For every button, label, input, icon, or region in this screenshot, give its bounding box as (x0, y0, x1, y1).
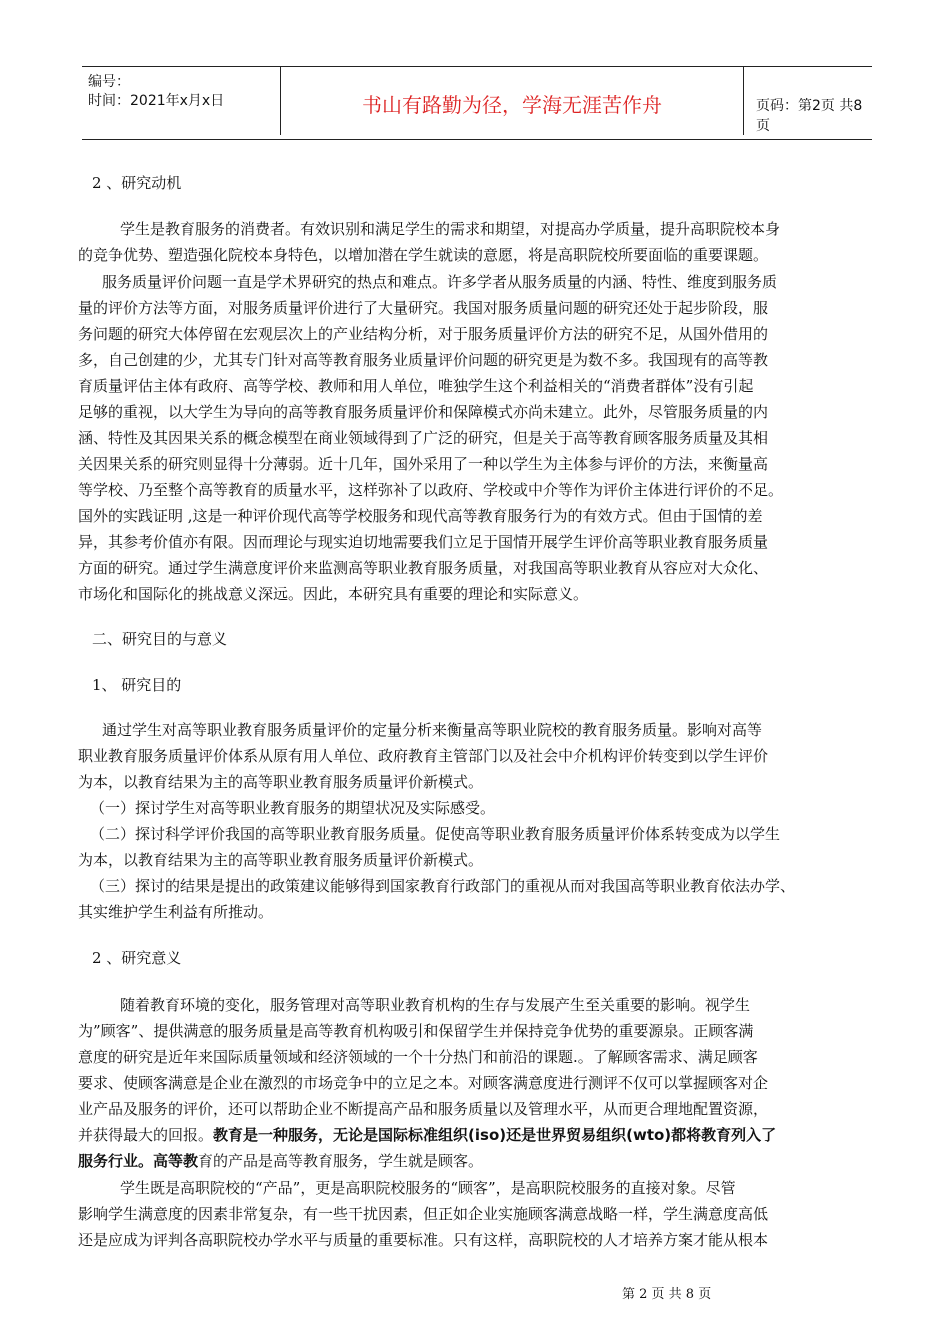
para2-line: 异，其参考价值亦有限。因而理论与现实迫切地需要我们立足于国情开展学生评价高等职业教育服务质量 (78, 533, 769, 551)
para4-plain-text: 并获得最大的回报。 (78, 1126, 214, 1144)
para2-line: 足够的重视，以大学生为导向的高等教育服务质量评价和保障模式亦尚未建立。此外，尽管服务质量的内 (78, 403, 769, 421)
para5-line: 学生既是高职院校的“产品”，更是高职院校服务的“顾客”，是高职院校服务的直接对象。尽管 (120, 1179, 736, 1197)
para4-line-mixed (78, 1150, 483, 1171)
subsection-heading-significance: 2 、研究意义 (92, 949, 182, 967)
para1-line: 学生是教育服务的消费者。有效识别和满足学生的需求和期望，对提高办学质量，提升高职院校本身 (120, 220, 781, 238)
para4-line: 要求、使顾客满意是企业在激烈的市场竞争中的立足之本。对顾客满意度进行测评不仅可以掌握顾客对企 (78, 1074, 769, 1092)
para2-line: 等学校、乃至整个高等教育的质量水平，这样弥补了以政府、学校或中介等作为评价主体进行评价的不足。 (78, 481, 784, 499)
motto-text: 书山有路勤为径，学海无涯苦作舟 (362, 93, 662, 117)
para4-plain-text: 育的产品是高等教育服务，学生就是顾客。 (198, 1152, 484, 1170)
para4-bold-text: 教育是一种服务，无论是国际标准组织(iso)还是世界贸易组织(wto)都将教育列入了 (213, 1126, 777, 1144)
para4-line: 为”顾客”、提供满意的服务质量是高等教育机构吸引和保留学生并保持竞争优势的重要源泉。正顾客满 (78, 1022, 754, 1040)
para2-line: 量的评价方法等方面，对服务质量评价进行了大量研究。我国对服务质量问题的研究还处于起步阶段，服 (78, 299, 769, 317)
list-item: （二）探讨科学评价我国的高等职业教育服务质量。促使高等职业教育服务质量评价体系转变成为以学生 (90, 825, 781, 843)
section-heading-purpose: 二、研究目的与意义 (92, 630, 228, 648)
para2-line: 服务质量评价问题一直是学术界研究的热点和难点。许多学者从服务质量的内涵、特性、维度到服务质 (102, 273, 778, 291)
list-item: 为本，以教育结果为主的高等职业教育服务质量评价新模式。 (78, 851, 484, 869)
time-label: 时间：2021年x月x日 (88, 93, 225, 109)
list-item: （三）探讨的结果是提出的政策建议能够得到国家教育行政部门的重视从而对我国高等职业教育依法办学、 (90, 877, 796, 895)
subsection-heading-purpose: 1、 研究目的 (92, 676, 182, 694)
para5-line: 影响学生满意度的因素非常复杂，有一些干扰因素，但正如企业实施顾客满意战略一样，学生满意度高低 (78, 1205, 769, 1223)
para2-line: 方面的研究。通过学生满意度评价来监测高等职业教育服务质量，对我国高等职业教育从容应对大众化、 (78, 559, 769, 577)
para3-line: 通过学生对高等职业教育服务质量评价的定量分析来衡量高等职业院校的教育服务质量。影响对高等 (102, 721, 763, 739)
para4-line: 随着教育环境的变化，服务管理对高等职业教育机构的生存与发展产生至关重要的影响。视学生 (120, 996, 751, 1014)
serial-label: 编号： (88, 74, 130, 90)
page-number-label: 页码：第2页 共8页 (756, 98, 863, 134)
para3-line: 职业教育服务质量评价体系从原有用人单位、政府教育主管部门以及社会中介机构评价转变到以学生评价 (78, 747, 769, 765)
para4-line-mixed (78, 1124, 776, 1145)
section-heading-motivation: 2 、研究动机 (92, 174, 182, 192)
para2-line: 育质量评估主体有政府、高等学校、教师和用人单位，唯独学生这个利益相关的“消费者群体”没有引起 (78, 377, 754, 395)
page-footer: 第 2 页 共 8 页 (622, 1287, 712, 1302)
para2-line: 国外的实践证明 ,这是一种评价现代高等学校服务和现代高等教育服务行为的有效方式。但由于国情的差 (78, 507, 763, 525)
para4-bold-text: 服务行业。高等教 (78, 1152, 199, 1170)
para1-line: 的竞争优势、塑造强化院校本身特色，以增加潜在学生就读的意愿，将是高职院校所要面临的重要课题。 (78, 246, 769, 264)
para2-line: 关因果关系的研究则显得十分薄弱。近十几年，国外采用了一种以学生为主体参与评价的方法，来衡量高 (78, 455, 769, 473)
para5-line: 还是应成为评判各高职院校办学水平与质量的重要标准。只有这样，高职院校的人才培养方案才能从根本 (78, 1231, 769, 1249)
list-item: 其实维护学生利益有所推动。 (78, 903, 274, 921)
para2-line: 市场化和国际化的挑战意义深远。因此，本研究具有重要的理论和实际意义。 (78, 585, 589, 603)
list-item: （一）探讨学生对高等职业教育服务的期望状况及实际感受。 (90, 799, 496, 817)
para2-line: 务问题的研究大体停留在宏观层次上的产业结构分析，对于服务质量评价方法的研究不足，从国外借用的 (78, 325, 769, 343)
para2-line: 涵、特性及其因果关系的概念模型在商业领域得到了广泛的研究，但是关于高等教育顾客服务质量及其相 (78, 429, 769, 447)
para4-line: 意度的研究是近年来国际质量领域和经济领域的一个十分热门和前沿的课题.。了解顾客需求、满足顾客 (78, 1048, 758, 1066)
para3-line: 为本，以教育结果为主的高等职业教育服务质量评价新模式。 (78, 773, 484, 791)
para2-line: 多，自己创建的少，尤其专门针对高等教育服务业质量评价问题的研究更是为数不多。我国现有的高等教 (78, 351, 769, 369)
para4-line: 业产品及服务的评价，还可以帮助企业不断提高产品和服务质量以及管理水平，从而更合理地配置资源， (78, 1100, 769, 1118)
